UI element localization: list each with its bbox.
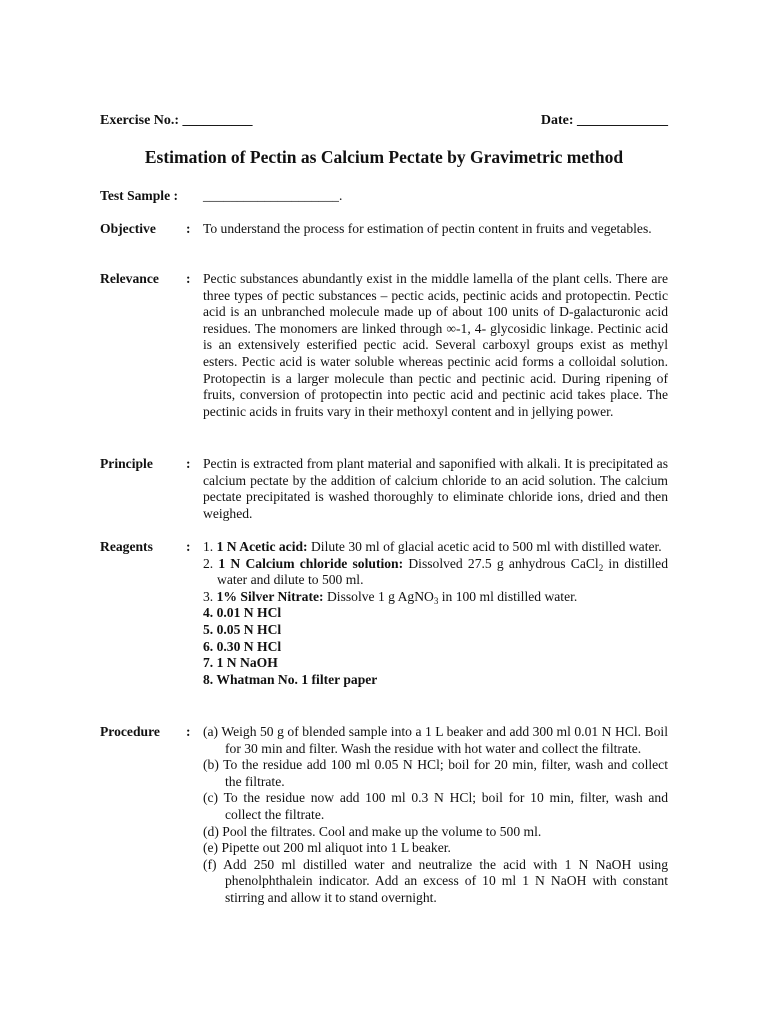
relevance-label: Relevance xyxy=(100,271,159,286)
principle-label: Principle xyxy=(100,456,153,471)
principle-section xyxy=(100,456,668,522)
reagent-item: 3. 1% Silver Nitrate: Dissolve 1 g AgNO$_3$ in 100 ml distilled water. xyxy=(203,588,578,606)
reagent-item: 8. Whatman No. 1 filter paper xyxy=(203,671,378,687)
reagents-colon: : xyxy=(186,539,191,554)
objective-colon: : xyxy=(186,221,191,236)
date-field: Date: _____________ xyxy=(540,113,668,128)
procedure-step: (c) To the residue now add 100 ml 0.3 N HCl; boil for 10 min, filter, wash and collect the filtrate. xyxy=(203,790,668,822)
reagent-item: 2. 1 N Calcium chloride solution: Dissolved 27.5 g anhydrous CaCl$_2$ in distilled water and dilute to 500 ml. xyxy=(203,555,669,588)
reagent-name: Whatman No. 1 filter paper xyxy=(216,671,378,687)
reagent-item: 4. 0.01 N HCl xyxy=(203,605,282,621)
reagent-name: 1 N Calcium chloride solution: xyxy=(218,555,404,571)
relevance-colon: : xyxy=(186,271,191,286)
reagent-name: 0.05 N HCl xyxy=(216,621,282,637)
procedure-step: (f) Add 250 ml distilled water and neutralize the acid with 1 N NaOH using phenolphthalein indicator. Add an excess of 10 ml 1 N NaOH with constant stirring and allow it to stand overnight. xyxy=(203,856,668,905)
procedure-step: (b) To the residue add 100 ml 0.05 N HCl; boil for 20 min, filter, wash and collect the filtrate. xyxy=(203,757,668,789)
procedure-colon: : xyxy=(186,724,191,739)
test-sample-label: Test Sample : xyxy=(100,188,179,203)
principle-colon: : xyxy=(186,456,191,471)
procedure-step: (a) Weigh 50 g of blended sample into a 1 L beaker and add 300 ml 0.01 N HCl. Boil for 30 min and filter. Wash the residue with hot water and collect the filtrate. xyxy=(203,724,668,756)
objective-text: To understand the process for estimation of pectin content in fruits and vegetables. xyxy=(203,221,652,236)
reagent-name: 0.01 N HCl xyxy=(216,605,282,621)
reagent-item: 1. 1 N Acetic acid: Dilute 30 ml of glacial acetic acid to 500 ml with distilled water. xyxy=(203,539,662,554)
objective-section xyxy=(100,221,668,238)
principle-text: Pectin is extracted from plant material and saponified with alkali. It is precipitated as calcium pectate by the addition of calcium chloride to an acid solution. The calcium pectate precipitated is washed thoroughly to eliminate chloride ions, dried and then weighed. xyxy=(203,456,668,521)
reagent-name: 0.30 N HCl xyxy=(216,638,282,654)
test-sample-section xyxy=(100,188,668,205)
procedure-step: (e) Pipette out 200 ml aliquot into 1 L beaker. xyxy=(203,840,451,856)
document-title: Estimation of Pectin as Calcium Pectate by Gravimetric method xyxy=(144,147,624,167)
exercise-number-field: Exercise No.: __________ xyxy=(100,113,253,128)
relevance-text: Pectic substances abundantly exist in the middle lamella of the plant cells. There are three types of pectic substances – pectic acids, pectinic acids and protopectin. Pectic acid is an unbranched molecule made up of about 100 units of D-galacturonic acid residues. The monomers are linked through ∞-1, 4- glycosidic linkage. Pectinic acid is an extensively esterified pectic acid. Several carboxyl groups exist as methyl esters. Pectic acid is water soluble whereas pectinic acid forms a colloidal solution. Protopectin is a larger molecule than pectic and pectinic acid. During ripening of fruits, conversion of protopectin into pectic acid and pectinic acid takes place. The pectinic acids in fruits vary in their methoxyl content and in jellying power. xyxy=(203,271,668,419)
relevance-section xyxy=(100,271,668,420)
procedure-label: Procedure xyxy=(100,724,160,739)
procedure-step: (d) Pool the filtrates. Cool and make up the volume to 500 ml. xyxy=(203,823,542,839)
reagent-name: 1 N Acetic acid: xyxy=(216,539,308,554)
procedure-section xyxy=(100,724,668,907)
procedure-steps xyxy=(203,724,668,907)
reagent-desc: Dilute 30 ml of glacial acetic acid to 500 ml with distilled water. xyxy=(307,539,662,554)
reagents-label: Reagents xyxy=(100,539,153,554)
reagent-item: 6. 0.30 N HCl xyxy=(203,638,282,654)
reagent-item: 5. 0.05 N HCl xyxy=(203,621,282,637)
reagent-name: 1 N NaOH xyxy=(216,655,278,671)
objective-label: Objective xyxy=(100,221,156,236)
reagent-item: 7. 1 N NaOH xyxy=(203,655,278,671)
reagents-list xyxy=(203,539,668,688)
reagents-section xyxy=(100,539,668,688)
reagent-name: 1% Silver Nitrate: xyxy=(216,588,324,604)
test-sample-blank: ____________________. xyxy=(203,188,343,203)
